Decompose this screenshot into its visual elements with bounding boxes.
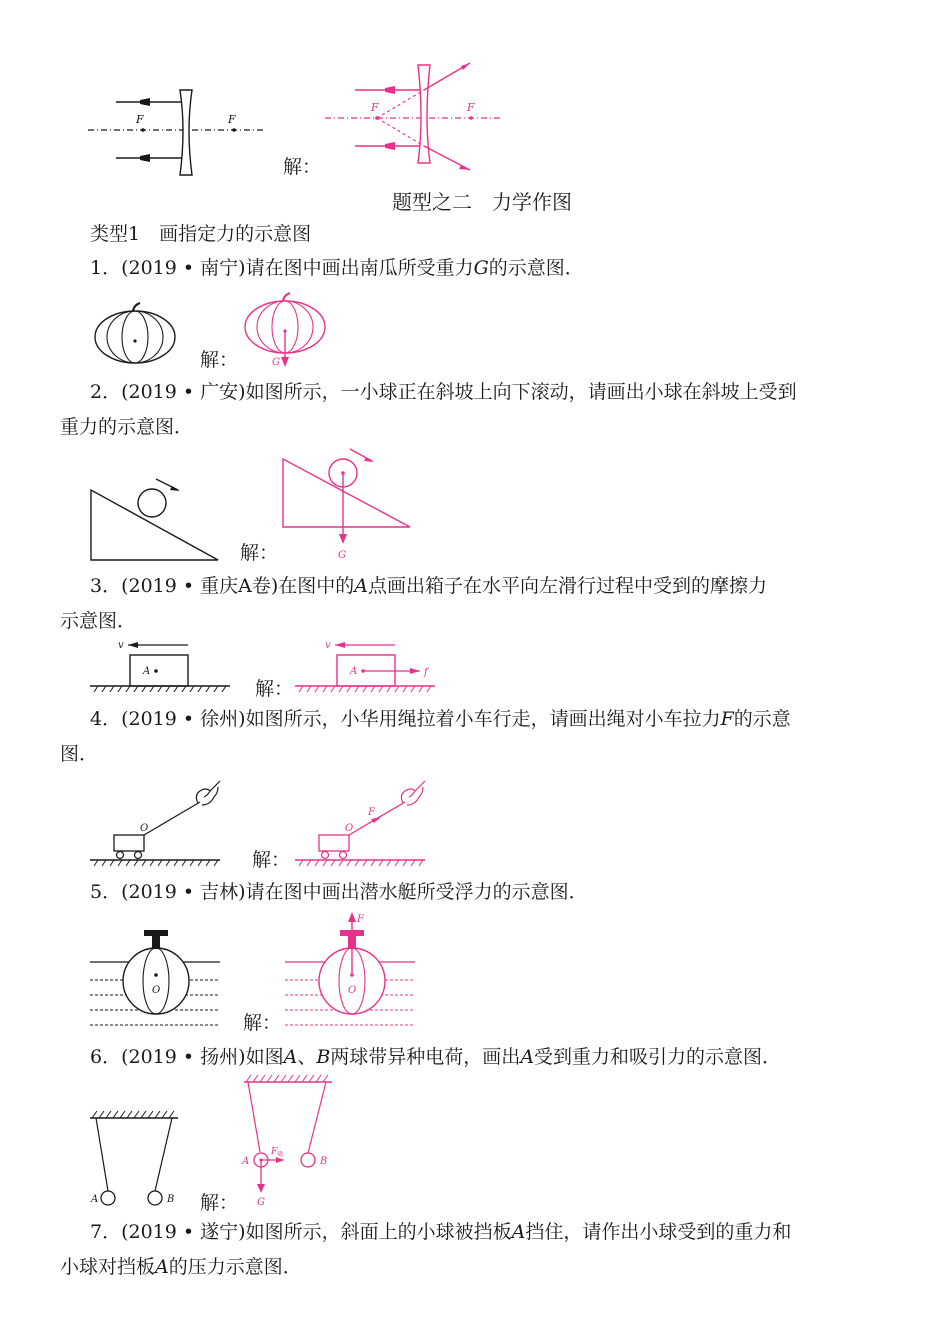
ball-a-label: A [242,1156,250,1167]
point-label: A [350,666,358,677]
answer-label: 解： [283,156,322,178]
question-6: 6．(2019 • 扬州)如图A、B两球带异种电荷，画出A受到重力和吸引力的示意图． [90,1046,782,1068]
point-label: O [345,823,354,834]
question-7: 7．(2019 • 遂宁)如图所示，斜面上的小球被挡板A挡住，请作出小球受到的重力和 [90,1221,792,1243]
point-label: O [140,823,149,834]
point-label: A [143,666,151,677]
lens-focus-label: F [371,101,379,114]
slope-ball-question-figure [90,470,220,562]
lens-focus-label: F [136,113,144,126]
type-title: 类型1 画指定力的示意图 [90,223,312,245]
question-2: 2．(2019 • 广安)如图所示，一小球正在斜坡上向下滚动，请画出小球在斜坡上受到 [90,381,797,403]
gravity-label: G [257,1197,265,1208]
friction-label: f [424,667,428,678]
question-1: 1．(2019 • 南宁)请在图中画出南瓜所受重力G的示意图． [90,257,584,279]
attraction-force-label: $F_吸$ [271,1147,284,1158]
question-4-line2: 图． [60,743,99,765]
gravity-label: G [338,550,346,561]
ball-b-label: B [320,1156,328,1167]
gravity-label: G [272,357,280,368]
center-label: O [152,985,161,996]
answer-label: 解： [243,1012,282,1034]
lens-focus-label: F [467,101,475,114]
submarine-question-figure [90,925,225,1030]
charged-balls-question-figure [88,1108,188,1208]
ball-a-label: A [91,1194,99,1205]
answer-label: 解： [255,678,294,700]
answer-label: 解： [200,1192,239,1214]
answer-label: 解： [240,542,279,564]
question-2-line2: 重力的示意图． [60,416,194,438]
velocity-label: v [325,640,331,651]
question-3: 3．(2019 • 重庆A卷)在图中的A点画出箱子在水平向左滑行过程中受到的摩擦力 [90,575,768,597]
box-answer-figure [295,636,440,694]
buoyancy-label: F [357,914,364,925]
lens-focus-label: F [228,113,236,126]
pull-force-label: F [368,807,375,818]
question-4: 4．(2019 • 徐州)如图所示，小华用绳拉着小车行走，请画出绳对小车拉力F的示意 [90,708,791,730]
ball-b-label: B [167,1194,175,1205]
charged-balls-answer-figure [238,1072,338,1212]
concave-lens-question-figure [88,85,268,180]
section-title: 题型之二 力学作图 [392,190,572,214]
cart-answer-figure [295,775,430,867]
pumpkin-answer-figure [240,295,330,375]
cart-question-figure [90,775,225,867]
submarine-answer-figure [285,910,420,1030]
concave-lens-answer-figure [325,45,505,170]
question-7-line2: 小球对挡板A的压力示意图． [60,1256,302,1278]
center-label: O [348,985,357,996]
answer-label: 解： [252,849,291,871]
slope-ball-answer-figure [280,445,415,570]
velocity-label: v [118,640,124,651]
answer-label: 解： [200,349,239,371]
question-3-line2: 示意图． [60,610,137,632]
box-question-figure [90,636,235,694]
pumpkin-question-figure [90,305,180,365]
question-5: 5．(2019 • 吉林)请在图中画出潜水艇所受浮力的示意图． [90,881,588,903]
